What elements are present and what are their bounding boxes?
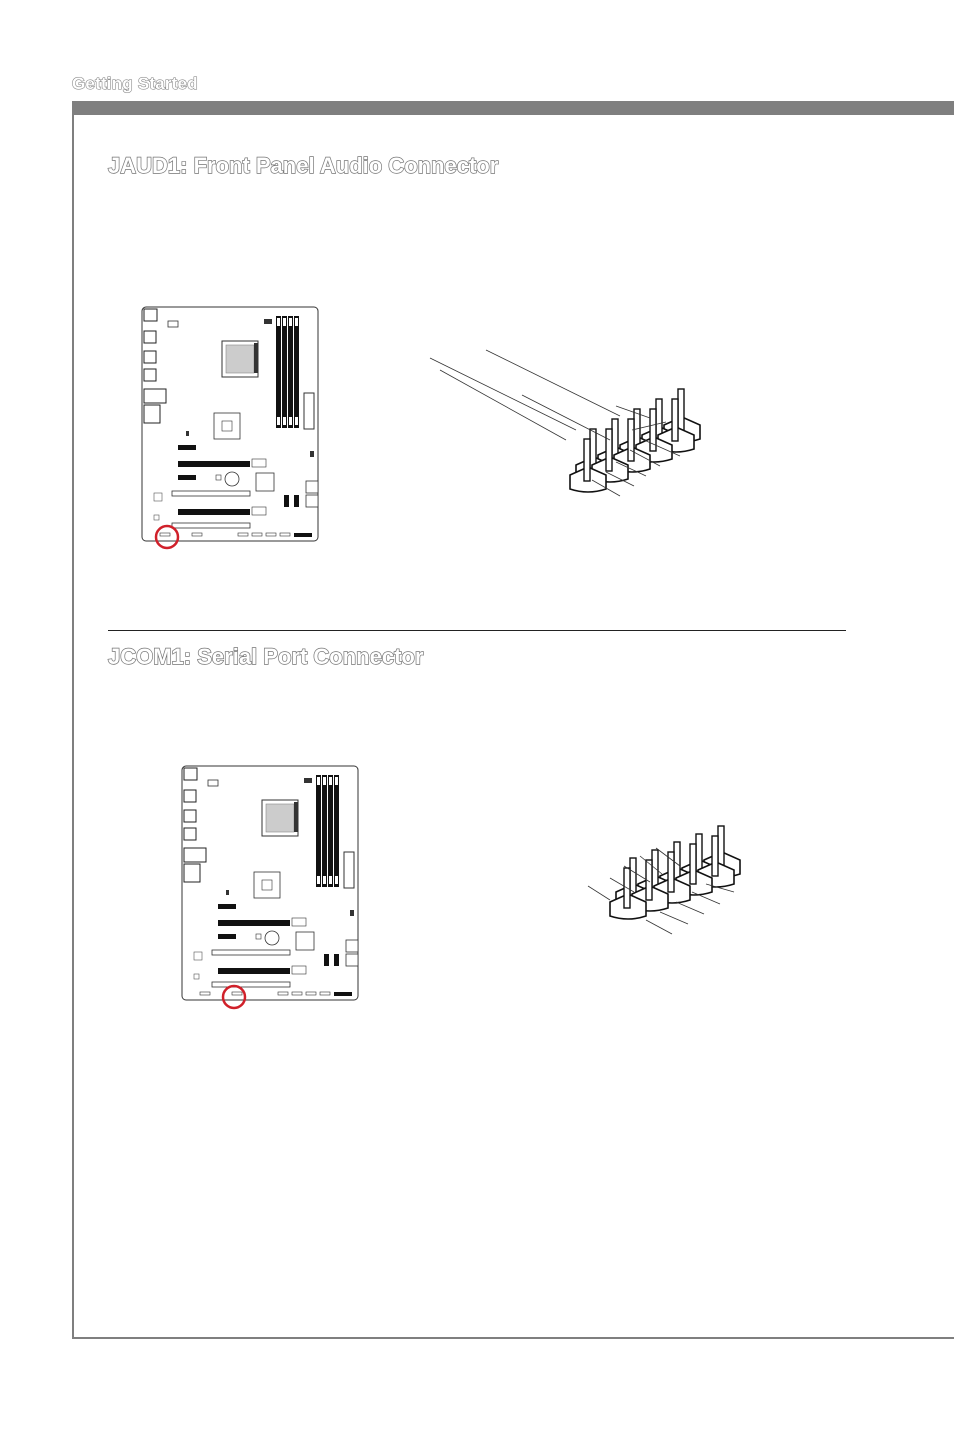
- pcie-x1-slot: [178, 445, 196, 450]
- io-port: [144, 405, 160, 423]
- section-title-jcom1: JCOM1: Serial Port Connector: [108, 644, 424, 669]
- pin: [678, 389, 684, 431]
- jumper: [186, 431, 189, 436]
- pin: [628, 419, 634, 461]
- io-port: [184, 848, 206, 862]
- pin-leader-line: [486, 350, 620, 416]
- pin-header: [200, 992, 210, 995]
- slot-latch: [292, 966, 306, 974]
- running-title: Getting Started: [72, 74, 198, 93]
- bottom-rule: [72, 1337, 954, 1339]
- io-port: [144, 369, 156, 381]
- pin: [672, 399, 678, 441]
- northbridge-core: [222, 421, 232, 431]
- dimm-slot: [322, 775, 327, 887]
- chip: [154, 493, 162, 501]
- section-divider: [108, 630, 846, 631]
- cpu-socket-pins: [266, 804, 294, 832]
- sata-port: [306, 481, 318, 493]
- pin-header: [238, 533, 248, 536]
- dimm-latch: [283, 318, 286, 326]
- io-port: [144, 309, 157, 321]
- dimm-latch: [289, 318, 292, 326]
- pcie-x1-slot: [218, 934, 236, 939]
- pin: [718, 826, 724, 866]
- cmos-battery: [225, 472, 239, 486]
- dimm-slot: [276, 316, 281, 428]
- io-port: [144, 331, 156, 343]
- dimm-slot: [334, 775, 339, 887]
- front-panel-header: [334, 992, 352, 996]
- pin-header: [192, 533, 202, 536]
- slot-latch: [292, 918, 306, 926]
- cmos-battery: [265, 931, 279, 945]
- pin-leader-line: [660, 912, 688, 924]
- io-port: [184, 810, 196, 822]
- fan-header: [304, 778, 312, 783]
- dimm-slot: [282, 316, 287, 428]
- io-port: [144, 389, 166, 403]
- motherboard-diagram-jcom1: [180, 764, 362, 1004]
- pin: [690, 844, 696, 884]
- pci-slot: [172, 523, 250, 528]
- pcie-x16-slot: [178, 461, 250, 467]
- southbridge: [256, 473, 274, 491]
- pin-leader-line: [430, 358, 576, 430]
- sata-port: [294, 495, 299, 507]
- sata-port: [334, 954, 339, 966]
- pin-leader-line: [676, 902, 704, 914]
- motherboard-diagram-jaud1: [140, 305, 322, 545]
- chip: [194, 974, 199, 979]
- dimm-latch: [335, 777, 338, 785]
- cpu-socket-pins: [226, 345, 254, 373]
- dimm-slot: [294, 316, 299, 428]
- pin-leader-line: [646, 920, 672, 934]
- chip: [194, 952, 202, 960]
- dimm-latch: [317, 777, 320, 785]
- io-port: [184, 864, 200, 882]
- dimm-latch: [295, 417, 298, 425]
- pin: [584, 439, 590, 481]
- sata-port: [306, 495, 318, 507]
- dimm-latch: [295, 318, 298, 326]
- dimm-latch: [329, 876, 332, 884]
- front-panel-header: [294, 533, 312, 537]
- cpu-lever: [294, 802, 298, 832]
- dimm-latch: [289, 417, 292, 425]
- sata-port: [324, 954, 329, 966]
- pcie-x1-slot: [218, 904, 236, 909]
- fan-header: [264, 319, 272, 324]
- io-port: [184, 790, 196, 802]
- pcie-x16-slot: [218, 920, 290, 926]
- atx12v-connector: [208, 780, 218, 786]
- northbridge-core: [262, 880, 272, 890]
- jumper: [350, 910, 354, 916]
- sata-port: [346, 954, 358, 966]
- pin-header: [232, 992, 242, 995]
- jumper: [226, 890, 229, 895]
- pin-header: [292, 992, 302, 995]
- pin-header: [320, 992, 330, 995]
- atx12v-connector: [168, 321, 178, 327]
- section-title-jaud1: JAUD1: Front Panel Audio Connector: [108, 153, 499, 178]
- pin-header: [160, 533, 170, 536]
- dimm-latch: [329, 777, 332, 785]
- io-port: [184, 828, 196, 840]
- pci-slot: [172, 491, 250, 496]
- slot-latch: [252, 507, 266, 515]
- pin: [712, 836, 718, 876]
- pin-header: [278, 992, 288, 995]
- sata-port: [346, 940, 358, 952]
- pci-slot: [212, 982, 290, 987]
- jumper: [310, 451, 314, 457]
- pin-leader-line: [616, 406, 650, 418]
- chip: [216, 475, 221, 480]
- dimm-latch: [277, 417, 280, 425]
- slot-latch: [252, 459, 266, 467]
- pin-header: [252, 533, 262, 536]
- left-margin-rule: [72, 101, 74, 1339]
- pcie-x16-slot: [218, 968, 290, 974]
- cpu-lever: [254, 343, 258, 373]
- pin-header: [266, 533, 276, 536]
- sata-port: [284, 495, 289, 507]
- pin-header: [280, 533, 290, 536]
- chip: [154, 515, 159, 520]
- dimm-latch: [283, 417, 286, 425]
- chip: [256, 934, 261, 939]
- pin-leader-line: [522, 395, 610, 440]
- atx-power: [304, 393, 314, 429]
- io-port: [144, 351, 156, 363]
- dimm-slot: [328, 775, 333, 887]
- dimm-latch: [323, 777, 326, 785]
- audio-connector-pin-header: [420, 340, 720, 510]
- pin: [606, 429, 612, 471]
- pcie-x1-slot: [178, 475, 196, 480]
- dimm-latch: [335, 876, 338, 884]
- header-bar: [72, 101, 954, 115]
- dimm-latch: [277, 318, 280, 326]
- dimm-latch: [323, 876, 326, 884]
- dimm-latch: [317, 876, 320, 884]
- io-port: [184, 768, 197, 780]
- pin-header: [306, 992, 316, 995]
- dimm-slot: [288, 316, 293, 428]
- dimm-slot: [316, 775, 321, 887]
- pin-leader-line: [588, 886, 610, 900]
- southbridge: [296, 932, 314, 950]
- pci-slot: [212, 950, 290, 955]
- atx-power: [344, 852, 354, 888]
- serial-connector-pin-header: [580, 830, 760, 950]
- pcie-x16-slot: [178, 509, 250, 515]
